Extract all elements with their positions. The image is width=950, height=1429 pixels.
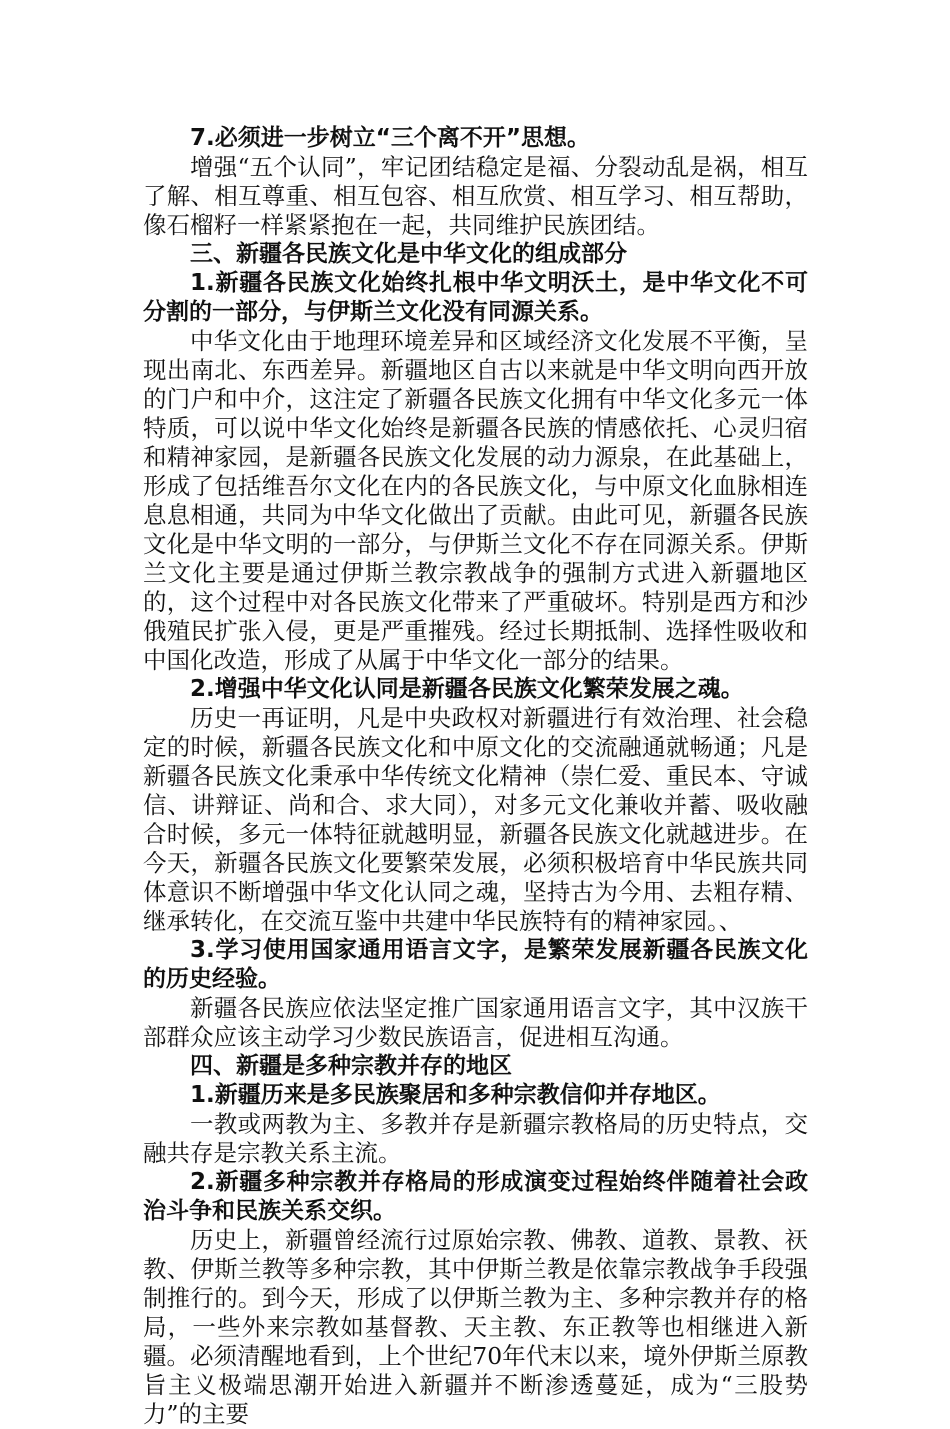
section-heading-4: 四、新疆是多种宗教并存的地区 (190, 1053, 512, 1079)
heading-4-1: 1.新疆历来是多民族聚居和多种宗教信仰并存地区。 (190, 1082, 721, 1108)
document-body (143, 124, 808, 1429)
heading-3-3: 3.学习使用国家通用语言文字，是繁荣发展新疆各民族文化的历史经验。 (143, 937, 808, 992)
heading-3-2: 2.增强中华文化认同是新疆各民族文化繁荣发展之魂。 (190, 676, 744, 702)
heading-7: 7.必须进一步树立“三个离不开”思想。 (190, 125, 590, 151)
paragraph: 增强“五个认同”，牢记团结稳定是福、分裂动乱是祸，相互了解、相互尊重、相互包容、相互欣赏、相互学习、相互帮助，像石榴籽一样紧紧抱在一起，共同维护民族团结。 (143, 153, 808, 239)
paragraph: 一教或两教为主、多教并存是新疆宗教格局的历史特点，交融共存是宗教关系主流。 (143, 1110, 808, 1167)
paragraph: 新疆各民族应依法坚定推广国家通用语言文字，其中汉族干部群众应该主动学习少数民族语言，促进相互沟通。 (143, 994, 808, 1051)
paragraph: 历史上，新疆曾经流行过原始宗教、佛教、道教、景教、祆教、伊斯兰教等多种宗教，其中伊斯兰教是依靠宗教战争手段强制推行的。到今天，形成了以伊斯兰教为主、多种宗教并存的格局，一些外来宗教如基督教、天主教、东正教等也相继进入新疆。必须清醒地看到，上个世纪70年代末以来，境外伊斯兰原教旨主义极端思潮开始进入新疆并不断渗透蔓延，成为“三股势力”的主要 (143, 1226, 808, 1428)
section-heading-3: 三、新疆各民族文化是中华文化的组成部分 (190, 241, 627, 267)
heading-3-1: 1.新疆各民族文化始终扎根中华文明沃土，是中华文化不可分割的一部分，与伊斯兰文化没有同源关系。 (143, 270, 808, 325)
paragraph: 中华文化由于地理环境差异和区域经济文化发展不平衡，呈现出南北、东西差异。新疆地区自古以来就是中华文明向西开放的门户和中介，这注定了新疆各民族文化拥有中华文化多元一体特质，可以说中华文化始终是新疆各民族的情感依托、心灵归宿和精神家园，是新疆各民族文化发展的动力源泉，在此基础上，形成了包括维吾尔文化在内的各民族文化，与中原文化血脉相连息息相通，共同为中华文化做出了贡献。由此可见，新疆各民族文化是中华文明的一部分，与伊斯兰文化不存在同源关系。伊斯兰文化主要是通过伊斯兰教宗教战争的强制方式进入新疆地区的，这个过程中对各民族文化带来了严重破坏。特别是西方和沙俄殖民扩张入侵，更是严重摧残。经过长期抵制、选择性吸收和中国化改造，形成了从属于中华文化一部分的结果。 (143, 327, 808, 674)
heading-4-2: 2.新疆多种宗教并存格局的形成演变过程始终伴随着社会政治斗争和民族关系交织。 (143, 1169, 808, 1224)
paragraph: 历史一再证明，凡是中央政权对新疆进行有效治理、社会稳定的时候，新疆各民族文化和中原文化的交流融通就畅通；凡是新疆各民族文化秉承中华传统文化精神（崇仁爱、重民本、守诚信、讲辩证、尚和合、求大同），对多元文化兼收并蓄、吸收融合时候，多元一体特征就越明显，新疆各民族文化就越进步。在今天，新疆各民族文化要繁荣发展，必须积极培育中华民族共同体意识不断增强中华文化认同之魂，坚持古为今用、去粗存精、继承转化，在交流互鉴中共建中华民族特有的精神家园。、 (143, 704, 808, 935)
